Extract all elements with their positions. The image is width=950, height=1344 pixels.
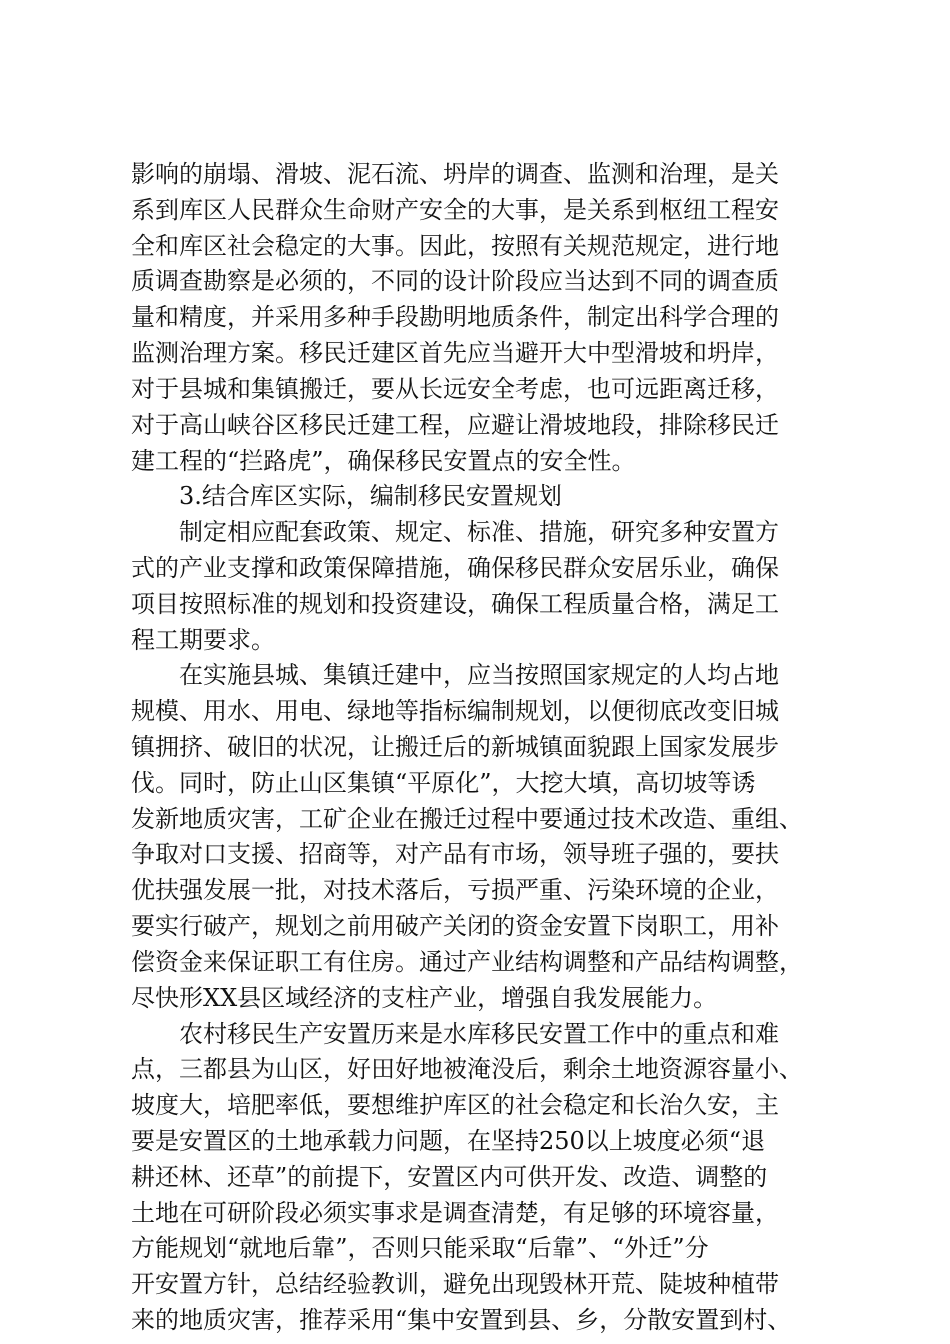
text-line: 开安置方针，总结经验教训，避免出现毁林开荒、陡坡种植带 bbox=[131, 1270, 779, 1298]
text-line: 全和库区社会稳定的大事。因此，按照有关规范规定，进行地 bbox=[131, 232, 779, 260]
text-line: 对于县城和集镇搬迁，要从长远安全考虑，也可远距离迁移， bbox=[131, 375, 779, 403]
paragraph-start: 制定相应配套政策、规定、标准、措施，研究多种安置方 bbox=[179, 518, 779, 546]
paragraph-start: 在实施县城、集镇迁建中，应当按照国家规定的人均占地 bbox=[179, 661, 779, 689]
text-line: 建工程的“拦路虎”，确保移民安置点的安全性。 bbox=[131, 447, 636, 475]
text-line: 要是安置区的土地承载力问题，在坚持250以上坡度必须“退 bbox=[131, 1127, 766, 1155]
section-heading: 3.结合库区实际，编制移民安置规划 bbox=[179, 482, 562, 510]
text-line: 土地在可研阶段必须实事求是调查清楚，有足够的环境容量， bbox=[131, 1199, 779, 1227]
text-line: 影响的崩塌、滑坡、泥石流、坍岸的调查、监测和治理，是关 bbox=[131, 160, 779, 188]
text-line: 式的产业支撑和政策保障措施，确保移民群众安居乐业，确保 bbox=[131, 554, 779, 582]
text-line: 监测治理方案。移民迁建区首先应当避开大中型滑坡和坍岸， bbox=[131, 339, 779, 367]
text-line: 偿资金来保证职工有住房。通过产业结构调整和产品结构调整， bbox=[131, 948, 803, 976]
text-line: 系到库区人民群众生命财产安全的大事，是关系到枢纽工程安 bbox=[131, 196, 779, 224]
text-line: 耕还林、还草”的前提下，安置区内可供开发、改造、调整的 bbox=[131, 1163, 768, 1191]
text-line: 项目按照标准的规划和投资建设，确保工程质量合格，满足工 bbox=[131, 590, 779, 618]
text-line: 优扶强发展一批，对技术落后，亏损严重、污染环境的企业， bbox=[131, 876, 779, 904]
text-line: 来的地质灾害，推荐采用“集中安置到县、乡，分散安置到村、 bbox=[131, 1306, 792, 1334]
text-line: 规模、用水、用电、绿地等指标编制规划，以便彻底改变旧城 bbox=[131, 697, 779, 725]
text-line: 镇拥挤、破旧的状况，让搬迁后的新城镇面貌跟上国家发展步 bbox=[131, 733, 779, 761]
text-line: 点，三都县为山区，好田好地被淹没后，剩余土地资源容量小、 bbox=[131, 1055, 803, 1083]
text-line: 坡度大，培肥率低，要想维护库区的社会稳定和长治久安，主 bbox=[131, 1091, 779, 1119]
text-line: 对于高山峡谷区移民迁建工程，应避让滑坡地段，排除移民迁 bbox=[131, 411, 779, 439]
paragraph-start: 农村移民生产安置历来是水库移民安置工作中的重点和难 bbox=[179, 1020, 779, 1048]
text-line: 程工期要求。 bbox=[131, 626, 275, 654]
text-line: 质调查勘察是必须的，不同的设计阶段应当达到不同的调查质 bbox=[131, 267, 779, 295]
text-line: 争取对口支援、招商等，对产品有市场，领导班子强的，要扶 bbox=[131, 840, 779, 868]
text-line: 伐。同时，防止山区集镇“平原化”，大挖大填，高切坡等诱 bbox=[131, 769, 756, 797]
text-line: 尽快形XX县区域经济的支柱产业，增强自我发展能力。 bbox=[131, 984, 718, 1012]
text-line: 要实行破产，规划之前用破产关闭的资金安置下岗职工，用补 bbox=[131, 912, 779, 940]
text-line: 发新地质灾害，工矿企业在搬迁过程中要通过技术改造、重组、 bbox=[131, 805, 803, 833]
text-line: 方能规划“就地后靠”，否则只能采取“后靠”、“外迁”分 bbox=[131, 1234, 709, 1262]
text-line: 量和精度，并采用多种手段勘明地质条件，制定出科学合理的 bbox=[131, 303, 779, 331]
